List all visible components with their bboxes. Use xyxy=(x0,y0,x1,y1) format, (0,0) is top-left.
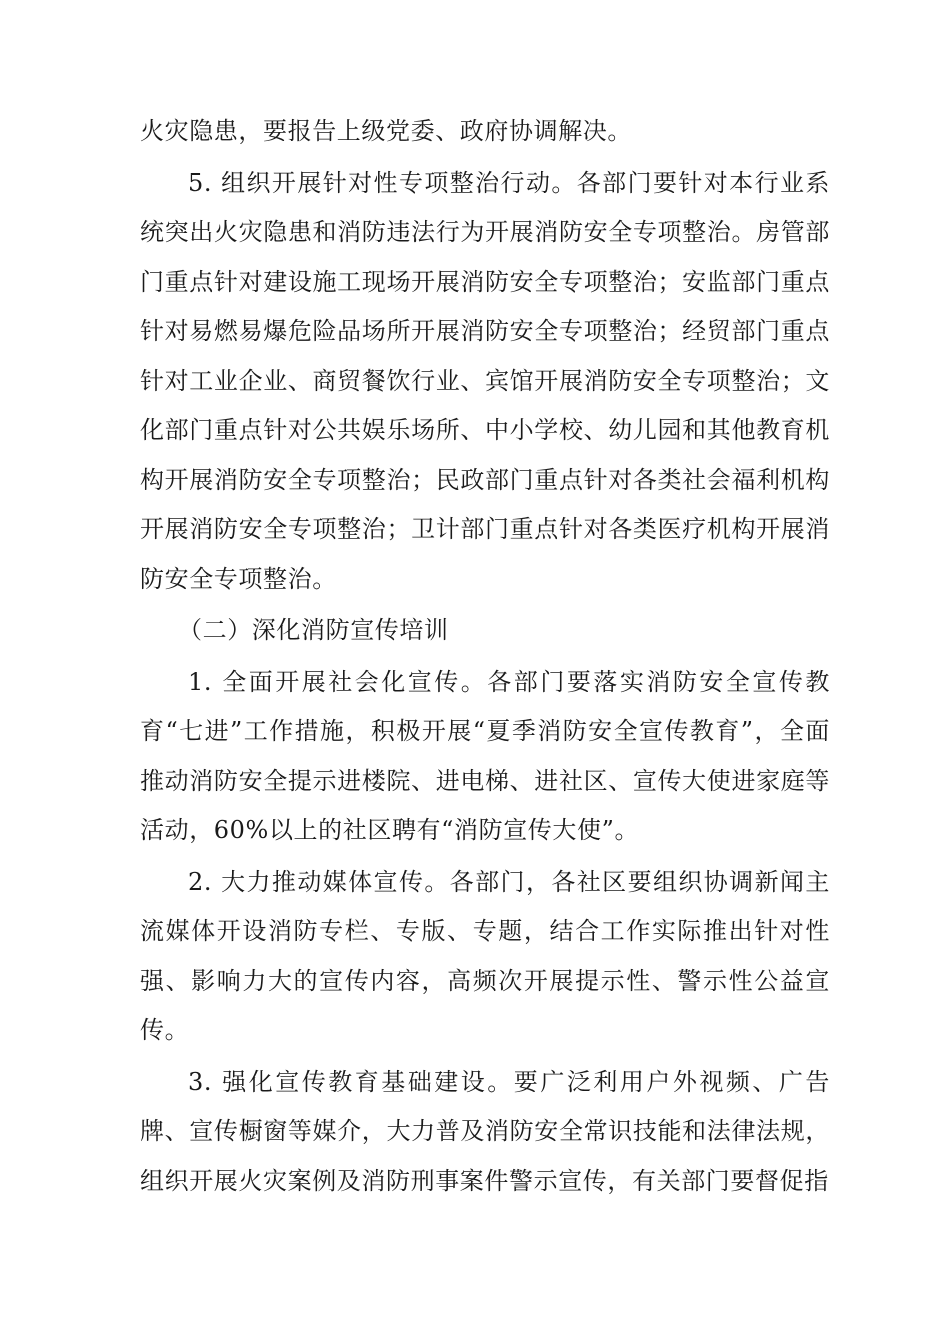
paragraph-item-2-media-publicity: 2. 大力推动媒体宣传。各部门，各社区要组织协调新闻主流媒体开设消防专栏、专版、专题，结合工作实际推出针对性强、影响力大的宣传内容，高频次开展提示性、警示性公益宣传。 xyxy=(140,867,830,1044)
paragraph-item-5-special-rectification: 5. 组织开展针对性专项整治行动。各部门要针对本行业系统突出火灾隐患和消防违法行为开展消防安全专项整治。房管部门重点针对建设施工现场开展消防安全专项整治；安监部门重点针对易燃易爆危险品场所开展消防安全专项整治；经贸部门重点针对工业企业、商贸餐饮行业、宾馆开展消防安全专项整治；文化部门重点针对公共娱乐场所、中小学校、幼儿园和其他教育机构开展消防安全专项整治；民政部门重点针对各类社会福利机构开展消防安全专项整治；卫计部门重点针对各类医疗机构开展消防安全专项整治。 xyxy=(140,168,830,593)
section-heading-publicity-training: （二）深化消防宣传培训 xyxy=(178,616,449,644)
document-body xyxy=(140,107,830,1206)
paragraph-item-3-infrastructure: 3. 强化宣传教育基础建设。要广泛利用户外视频、广告牌、宣传橱窗等媒介，大力普及消防安全常识技能和法律法规，组织开展火灾案例及消防刑事案件警示宣传，有关部门要督促指 xyxy=(140,1067,830,1195)
paragraph-item-1-social-publicity: 1. 全面开展社会化宣传。各部门要落实消防安全宣传教育“七进”工作措施，积极开展“夏季消防安全宣传教育”，全面推动消防安全提示进楼院、进电梯、进社区、宣传大使进家庭等活动，60%以上的社区聘有“消防宣传大使”。 xyxy=(140,667,830,844)
paragraph-continuation: 火灾隐患，要报告上级党委、政府协调解决。 xyxy=(140,117,632,145)
